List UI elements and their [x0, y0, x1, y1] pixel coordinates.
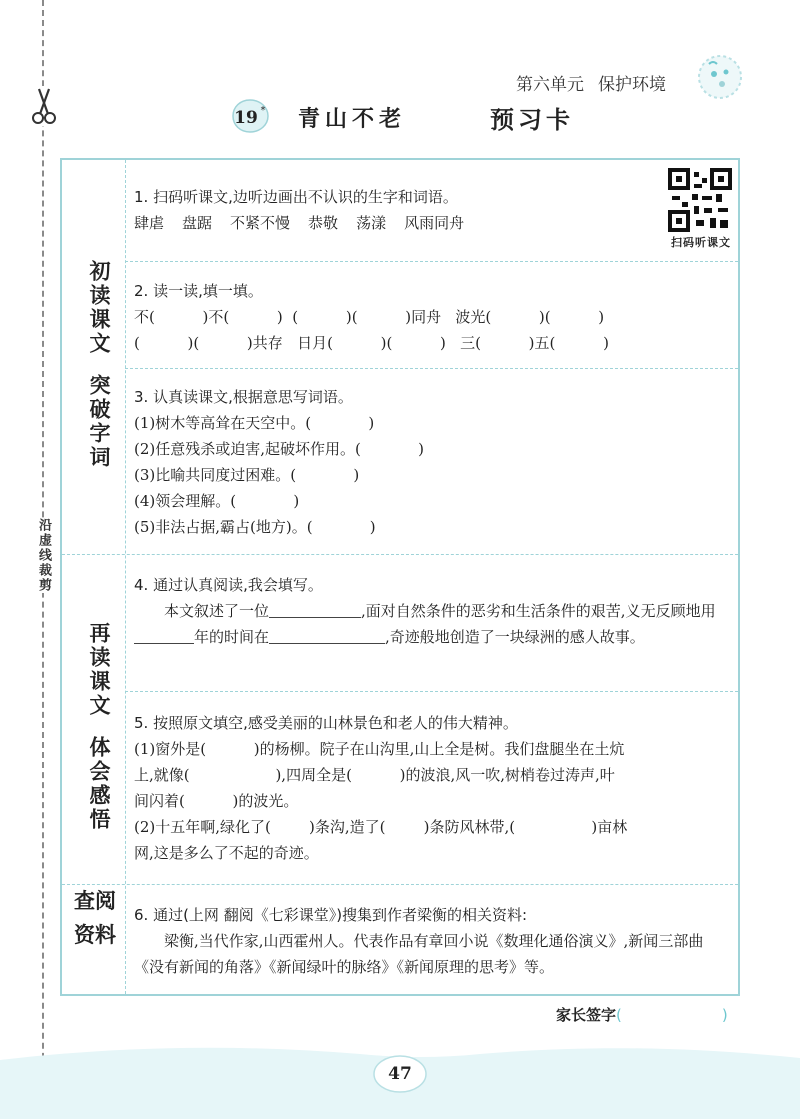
card-title: 预习卡: [490, 106, 574, 134]
column-divider: [125, 160, 126, 994]
fill-blank-line[interactable]: 上,就像( ),四周全是( )的波浪,风一吹,树梢卷过涛声,叶: [134, 766, 615, 784]
question-5-prompt: 5. 按照原文填空,感受美丽的山林景色和老人的伟大精神。: [134, 714, 518, 732]
unit-theme: 保护环境: [598, 75, 666, 95]
definition-item[interactable]: (2)任意残杀或迫害,起破坏作用。( ): [134, 440, 424, 458]
row-divider: [125, 261, 738, 262]
vocab-word: 风雨同舟: [404, 214, 465, 232]
qr-caption: 扫码听课文: [671, 236, 731, 249]
answer-blank[interactable]: [134, 627, 194, 644]
section-label-first-read: 初读课文突破字词: [87, 260, 111, 470]
fill-blank-line[interactable]: 网,这是多么了不起的奇迹。: [134, 844, 319, 862]
answer-blank[interactable]: [269, 627, 385, 644]
question-4-prompt: 4. 通过认真阅读,我会填写。: [134, 576, 323, 594]
definition-item[interactable]: (4)领会理解。( ): [134, 492, 300, 510]
fill-blank-line[interactable]: (2)十五年啊,绿化了( )条沟,造了( )条防风林带,( )亩林: [134, 818, 628, 836]
fill-blank-line[interactable]: 不( )不( ) ( )( )同舟 波光( )( ): [134, 308, 605, 326]
page-number: 47: [388, 1064, 412, 1084]
fill-blank-line[interactable]: (1)窗外是( )的杨柳。院子在山沟里,山上全是树。我们盘腿坐在土炕: [134, 740, 625, 758]
signature-label: 家长签字: [556, 1006, 617, 1024]
vocab-word: 肆虐: [134, 214, 165, 232]
section-label-second-read: 再读课文体会感悟: [87, 622, 111, 832]
vocab-word: 不紧不慢: [230, 214, 291, 232]
question-1-prompt: 1. 扫码听课文,边听边画出不认识的生字和词语。: [134, 188, 458, 206]
parent-signature: 家长签字( ): [556, 1006, 728, 1024]
decorative-circle-icon: [695, 52, 745, 102]
fill-blank-line[interactable]: 间闪着( )的波光。: [134, 792, 299, 810]
vocabulary-list: [134, 210, 730, 236]
question-2-prompt: 2. 读一读,填一填。: [134, 282, 263, 300]
question-2: [134, 278, 730, 356]
unit-header: [516, 70, 666, 95]
fill-blank-line[interactable]: ( )( )共存 日月( )( ) 三( )五( ): [134, 334, 609, 352]
vocab-word: 恭敬: [308, 214, 339, 232]
unit-label: 第六单元: [516, 75, 584, 95]
question-3-prompt: 3. 认真读课文,根据意思写词语。: [134, 388, 353, 406]
section-divider: [62, 554, 738, 555]
worksheet-frame: [60, 158, 740, 996]
lesson-title: 青山不老: [298, 106, 407, 132]
answer-blank[interactable]: [269, 601, 361, 618]
question-6: [134, 902, 730, 980]
definition-item[interactable]: (3)比喻共同度过困难。( ): [134, 466, 360, 484]
vocab-word: 盘踞: [182, 214, 213, 232]
summary-paragraph: 本文叙述了一位 ,面对自然条件的恶劣和生活条件的艰苦,义无反顾地用年的时间在 ,奇迹般地创造了一块绿洲的感人故事。: [134, 598, 730, 650]
lesson-number: 19: [234, 108, 258, 128]
vocab-word: 荡漾: [356, 214, 387, 232]
question-4: [134, 572, 730, 650]
definition-item[interactable]: (1)树木等高耸在天空中。( ): [134, 414, 375, 432]
scissors-icon: [30, 86, 58, 126]
section-divider: [62, 884, 738, 885]
section-label-research: 查阅 资料: [74, 889, 116, 947]
question-1: [134, 184, 730, 236]
question-6-prompt: 6. 通过(上网 翻阅《七彩课堂》)搜集到作者梁衡的相关资料:: [134, 906, 528, 924]
question-5: [134, 710, 730, 866]
lesson-number-badge: [230, 98, 270, 134]
row-divider: [125, 368, 738, 369]
lesson-mark: *: [260, 105, 266, 116]
question-3: [134, 384, 730, 540]
row-divider: [125, 691, 738, 692]
cut-instruction: 沿虚线裁剪: [32, 518, 54, 593]
author-info: 梁衡,当代作家,山西霍州人。代表作品有章回小说《数理化通俗演义》,新闻三部曲《没有新闻的角落》《新闻绿叶的脉络》《新闻原理的思考》等。: [134, 932, 704, 976]
definition-item[interactable]: (5)非法占据,霸占(地方)。( ): [134, 518, 376, 536]
